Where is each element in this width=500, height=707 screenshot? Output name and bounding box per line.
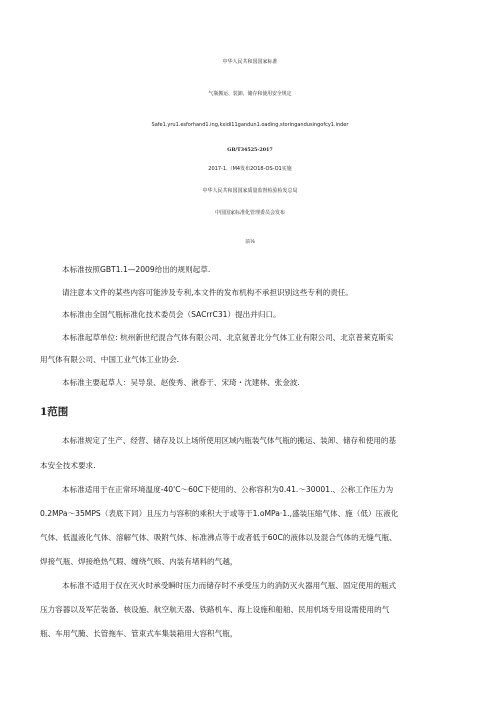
issue-dates: 2017-1.（M4发布2O18-OS-O1实施 bbox=[208, 166, 292, 172]
foreword-p3: 本标准由全国气瓶标准化技术委员会（SACrrC31）提出并归口。 bbox=[62, 310, 281, 319]
section-1-p2-line4: 焊接气瓶、焊接绝热气瑕、缠绕气赅、内装有堵料的气越， bbox=[40, 557, 238, 566]
foreword-p2: 请注意本文件的某些内容可能涉及专利,本文件的发布机构不承担识别这些专利的责任。 bbox=[62, 288, 353, 297]
document-title-en: Safe1.yru1.esforhand1.ing,kxidi11gandun1.oading,storingandusingofcy1.inder bbox=[151, 122, 349, 128]
section-1-heading: 1范围 bbox=[40, 406, 69, 418]
foreword-p4-line1: 本标准起草单位: 杭州新世纪混合气体有限公司、北京氦普北分气体工业有限公司、北京普莱克斯实 bbox=[62, 333, 394, 342]
document-title-cn: 气瓶搬运、装卸、储存和使用安全规定 bbox=[208, 91, 292, 97]
foreword-p4-line2: 用气体有限公司、中国工业气体工业协会. bbox=[40, 355, 180, 364]
section-1-p1-line1: 本标准规定了生产、经营、储存及以上场所使用区域内瓶装气体气瓶的搬运、装卸、储存和使用的基 bbox=[62, 436, 397, 445]
foreword-heading: 前⅛ bbox=[245, 240, 255, 245]
section-1-p3-line3: 瓶、车用气腌、长管拖车、管束式车集装箱用大容积气瓶， bbox=[40, 629, 238, 638]
issuer-2: 中国国家标准化管理委员会发布 bbox=[214, 210, 285, 216]
issuer-1: 中华人民共和国国家质量监督检验检发总局 bbox=[202, 188, 298, 194]
foreword-p5: 本标准主要起草人：吴导泉、赵俊秀、湫春干、宋琦・沈建林、张金波. bbox=[62, 378, 300, 387]
country-standard-label: 中华人民共和国国家标准 bbox=[222, 59, 278, 65]
section-1-p3-line1: 本标准不适用于仅在灭火时承受瞬时压力而储存时不承受压力的消防灭火器用气瓶、固定使用的瓶式 bbox=[62, 581, 397, 590]
section-1-p1-line2: 本安全技术要求. bbox=[40, 461, 96, 470]
foreword-p1: 本标准按照GBT1.1—2009给出的规则起草. bbox=[62, 265, 211, 274]
section-1-p2-line3: 气体、低温液化气体、溶解气体、吸附气体、标准沸点等于或者低于60C的液体以及混合气体的无缝气瓶、 bbox=[40, 533, 397, 542]
standard-code: GB/T34525-2017 bbox=[227, 147, 273, 153]
section-1-p2-line1: 本标准适用于在正常环境温度-40'C～60C下使用的、公称容积为0.41.～30001.、公称工作压力为 bbox=[62, 485, 394, 494]
section-1-p2-line2: 0.2MPa～35MPS（表底下同）且压力与容积的乘积大于或等于1.oMPa·1.,盛装压缩气体、施（低）压液化 bbox=[40, 509, 399, 518]
section-1-p3-line2: 压力容器以及军茫装备、核设施、航空航天器、铁路机车、海上设施和船舶、民用机场专用设需使用的气 bbox=[40, 605, 390, 614]
